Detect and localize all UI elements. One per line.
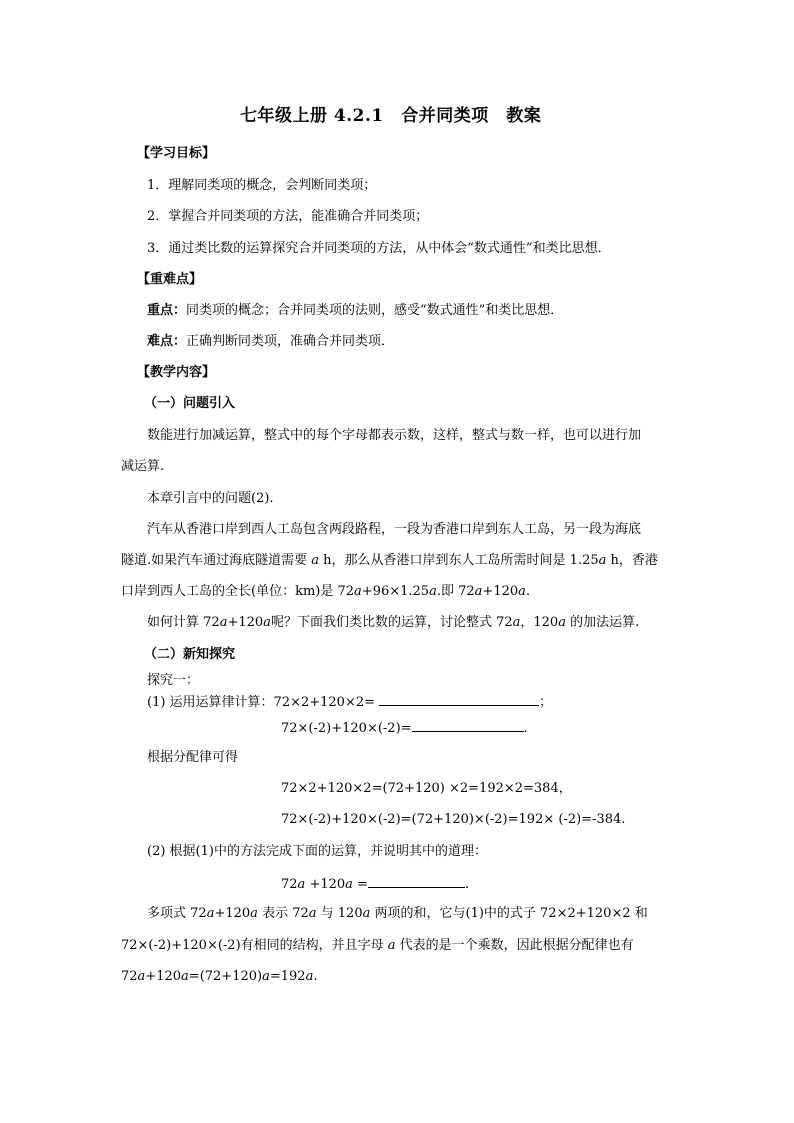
paragraph-4 bbox=[147, 614, 639, 632]
text-run: 的加法运算. bbox=[565, 615, 640, 630]
paragraph-3-line-1: 汽车从香港口岸到西人工岛包含两段路程，一段为香港口岸到东人工岛，另一段为海底 bbox=[147, 522, 642, 537]
question-2: (2) 根据(1)中的方法完成下面的运算，并说明其中的道理： bbox=[147, 844, 487, 859]
paragraph-5-line-3 bbox=[121, 968, 317, 986]
variable-a: a bbox=[308, 906, 317, 921]
paragraph-5-line-2 bbox=[121, 937, 634, 955]
text-run: +120 bbox=[482, 584, 519, 599]
variable-a: a bbox=[250, 906, 258, 921]
variable-a: a bbox=[518, 584, 526, 599]
text-run: = bbox=[352, 877, 368, 892]
variable-a: a bbox=[474, 584, 483, 599]
variable-a: a bbox=[558, 615, 566, 630]
answer-blank-3[interactable] bbox=[368, 874, 465, 888]
text-run: ； bbox=[539, 695, 553, 710]
answer-blank-2[interactable] bbox=[412, 718, 524, 732]
text-run: 代表的是一个乘数，因此根据分配律也有 bbox=[395, 938, 634, 953]
variable-a: a bbox=[305, 969, 314, 984]
difficulty-label: 难点： bbox=[147, 334, 187, 349]
variable-a: a bbox=[262, 969, 270, 984]
text-run: . bbox=[525, 584, 531, 599]
variable-a: a bbox=[137, 969, 146, 984]
key-points-heading: 【重难点】 bbox=[137, 272, 203, 287]
text-run: . bbox=[523, 721, 528, 736]
text-run: =(72+120) bbox=[188, 969, 263, 984]
text-run: .即 72 bbox=[436, 584, 475, 599]
distributive-law-intro: 根据分配律可得 bbox=[147, 750, 239, 765]
part1-heading: （一）问题引入 bbox=[144, 396, 236, 411]
explore-label: 探究一： bbox=[147, 673, 200, 688]
part2-heading: （二）新知探究 bbox=[144, 647, 236, 662]
goal-item-1: 1．理解同类项的概念，会判断同类项； bbox=[147, 178, 377, 193]
text-run: +120 bbox=[145, 969, 182, 984]
paragraph-1-line-2: 减运算. bbox=[121, 459, 165, 474]
equation-2: 72×(-2)+120×(-2)=(72+120)×(-2)=192× (-2)=-384. bbox=[281, 812, 626, 827]
text-run: (1) 运用运算律计算：72×2+120×2= bbox=[147, 695, 380, 710]
variable-a: a bbox=[512, 615, 521, 630]
goal-item-2: 2．掌握合并同类项的方法，能准确合并同类项； bbox=[147, 209, 429, 224]
text-run: 呢？下面我们类比数的运算，讨论整式 72 bbox=[270, 615, 513, 630]
variable-a: a bbox=[311, 553, 320, 568]
text-run: +120 bbox=[214, 906, 251, 921]
text-run: 多项式 72 bbox=[147, 906, 207, 921]
text-run: 与 120 bbox=[316, 906, 363, 921]
variable-a: a bbox=[206, 906, 215, 921]
text-run: . bbox=[464, 877, 470, 892]
text-run: 口岸到西人工岛的全长(单位：km)是 72 bbox=[121, 584, 355, 599]
text-run: =192 bbox=[269, 969, 306, 984]
variable-a: a bbox=[598, 553, 607, 568]
text-run: ，120 bbox=[520, 615, 559, 630]
text-run: h，香港 bbox=[606, 553, 658, 568]
question-1a bbox=[147, 692, 552, 712]
paragraph-5-line-1 bbox=[147, 905, 648, 923]
difficulty-text: 正确判断同类项，准确合并同类项． bbox=[186, 334, 395, 349]
variable-a: a bbox=[219, 615, 228, 630]
answer-blank-1[interactable] bbox=[379, 692, 539, 706]
text-run: +120 bbox=[227, 615, 264, 630]
paragraph-2: 本章引言中的问题(2). bbox=[147, 491, 274, 506]
equation-1: 72×2+120×2=(72+120) ×2=192×2=384， bbox=[281, 781, 572, 796]
variable-a: a bbox=[297, 877, 306, 892]
text-run: 如何计算 72 bbox=[147, 615, 220, 630]
text-run: 72 bbox=[281, 877, 298, 892]
key-point-text: 同类项的概念；合并同类项的法则，感受“数式通性”和类比思想． bbox=[186, 303, 564, 318]
text-run: 隧道.如果汽车通过海底隧道需要 bbox=[121, 553, 312, 568]
text-run: . bbox=[313, 969, 318, 984]
text-run: h，那么从香港口岸到东人工岛所需时间是 1.25 bbox=[319, 553, 599, 568]
text-run: 表示 72 bbox=[257, 906, 309, 921]
variable-a: a bbox=[362, 906, 371, 921]
text-run: +120 bbox=[305, 877, 346, 892]
teaching-content-heading: 【教学内容】 bbox=[137, 365, 216, 380]
variable-a: a bbox=[354, 584, 362, 599]
paragraph-3-line-3 bbox=[121, 583, 530, 601]
text-run: 72×(-2)+120×(-2)= bbox=[281, 721, 412, 736]
question-2-equation bbox=[281, 874, 469, 894]
paragraph-1-line-1: 数能进行加减运算，整式中的每个字母都表示数，这样，整式与数一样，也可以进行加 bbox=[147, 428, 642, 443]
goal-item-3: 3．通过类比数的运算探究合并同类项的方法，从中体会“数式通性”和类比思想． bbox=[147, 241, 611, 256]
variable-a: a bbox=[263, 615, 271, 630]
difficulty-line bbox=[147, 333, 394, 351]
text-run: 两项的和，它与(1)中的式子 72×2+120×2 和 bbox=[370, 906, 648, 921]
variable-a: a bbox=[181, 969, 189, 984]
paragraph-3-line-2 bbox=[121, 552, 658, 570]
variable-a: a bbox=[429, 584, 437, 599]
page-title: 七年级上册 4.2.1 合并同类项 教案 bbox=[240, 106, 542, 126]
text-run: +96×1.25 bbox=[361, 584, 430, 599]
variable-a: a bbox=[345, 877, 353, 892]
text-run: 72×(-2)+120×(-2)有相同的结构，并且字母 bbox=[121, 938, 388, 953]
key-point-label: 重点： bbox=[147, 303, 187, 318]
key-point-line bbox=[147, 302, 563, 320]
question-1b bbox=[281, 718, 528, 738]
text-run: 72 bbox=[121, 969, 138, 984]
learning-goals-heading: 【学习目标】 bbox=[137, 146, 216, 161]
variable-a: a bbox=[387, 938, 396, 953]
